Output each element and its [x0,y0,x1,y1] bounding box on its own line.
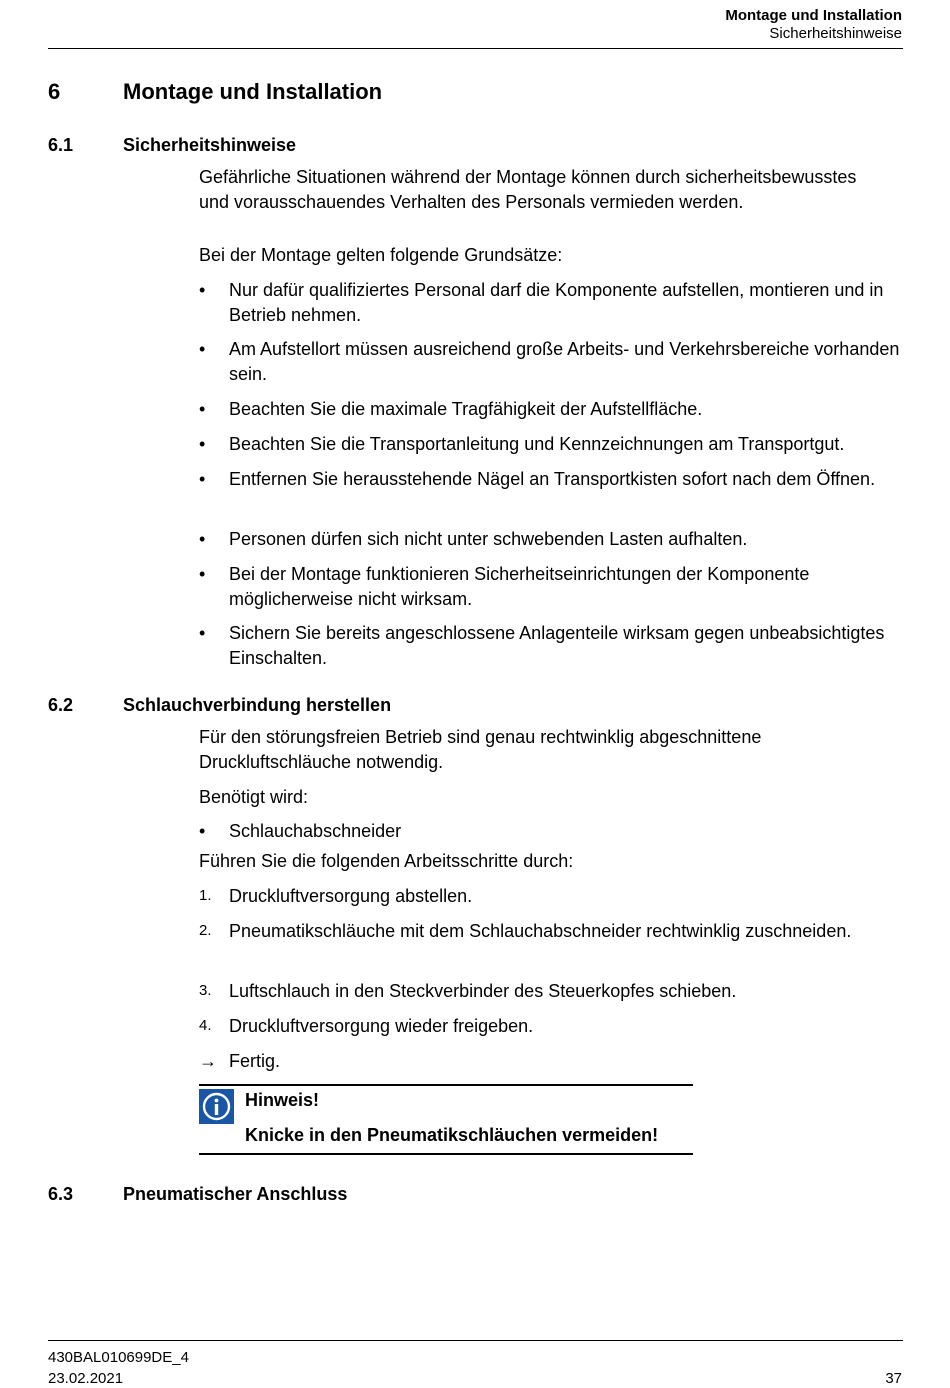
section-6-1-title: Sicherheitshinweise [123,135,297,155]
safety-rule-item: Sichern Sie bereits angeschlossene Anlagenteile wirksam gegen unbeabsichtigtes Einschalten. [229,623,885,668]
section-6-2-number: 6.2 [48,695,74,715]
section-6-3-number: 6.3 [48,1184,74,1204]
bullet: • [199,434,206,454]
bullet: • [199,339,206,359]
step-number: 4. [199,1017,212,1034]
bullet: • [199,821,206,841]
running-header-section: Sicherheitshinweise [769,25,902,42]
steps-lead: Führen Sie die folgenden Arbeitsschritte durch: [199,851,574,871]
running-header-chapter: Montage und Installation [725,7,902,24]
safety-rule-item: Beachten Sie die Transportanleitung und Kennzeichnungen am Transportgut. [229,434,845,454]
step-text: Luftschlauch in den Steckverbinder des Steuerkopfes schieben. [229,981,737,1001]
note-text: Knicke in den Pneumatikschläuchen vermeiden! [245,1125,659,1145]
step-text: Pneumatikschläuche mit dem Schlauchabschneider rechtwinklig zuschneiden. [229,921,852,941]
bullet: • [199,469,206,489]
section-6-1-intro: Gefährliche Situationen während der Montage können durch sicherheitsbewusstes und vorausschauendes Verhalten des Personals vermieden werden. [199,167,857,212]
required-item: Schlauchabschneider [229,821,402,841]
note-bottom-rule [199,1153,693,1155]
info-icon [199,1089,234,1124]
safety-rule-item: Entfernen Sie herausstehende Nägel an Transportkisten sofort nach dem Öffnen. [229,469,876,489]
bullet: • [199,529,206,549]
section-6-2-intro: Für den störungsfreien Betrieb sind genau rechtwinklig abgeschnittene Druckluftschläuche notwendig. [199,727,762,772]
note-title: Hinweis! [245,1090,320,1110]
bullet: • [199,564,206,584]
safety-rule-item: Bei der Montage funktionieren Sicherheitseinrichtungen der Komponente möglicherweise nicht wirksam. [229,564,810,609]
result-arrow-icon: → [199,1051,217,1071]
note-top-rule [199,1084,693,1086]
page-number: 37 [885,1370,902,1387]
safety-rule-item: Am Aufstellort müssen ausreichend große Arbeits- und Verkehrsbereiche vorhanden sein. [229,339,900,384]
section-6-1-lead: Bei der Montage gelten folgende Grundsätze: [199,245,563,265]
step-number: 2. [199,922,212,939]
bullet: • [199,280,206,300]
chapter-number: 6 [48,79,61,104]
footer-divider [48,1340,903,1341]
bullet: • [199,623,206,643]
safety-rule-item: Nur dafür qualifiziertes Personal darf die Komponente aufstellen, montieren und in Betrieb nehmen. [229,280,884,325]
step-text: Druckluftversorgung wieder freigeben. [229,1016,534,1036]
step-number: 3. [199,982,212,999]
step-text: Druckluftversorgung abstellen. [229,886,473,906]
result-text: Fertig. [229,1051,281,1071]
footer-doc-id: 430BAL010699DE_4 [48,1349,189,1366]
info-icon-graphic [199,1089,234,1124]
safety-rule-item: Beachten Sie die maximale Tragfähigkeit der Aufstellfläche. [229,399,703,419]
section-6-1-number: 6.1 [48,135,74,155]
chapter-title: Montage und Installation [123,79,383,104]
section-6-3-title: Pneumatischer Anschluss [123,1184,348,1204]
header-divider [48,48,903,49]
required-label: Benötigt wird: [199,787,309,807]
footer-date: 23.02.2021 [48,1370,124,1387]
bullet: • [199,399,206,419]
safety-rule-item: Personen dürfen sich nicht unter schwebenden Lasten aufhalten. [229,529,748,549]
section-6-2-title: Schlauchverbindung herstellen [123,695,392,715]
step-number: 1. [199,887,212,904]
